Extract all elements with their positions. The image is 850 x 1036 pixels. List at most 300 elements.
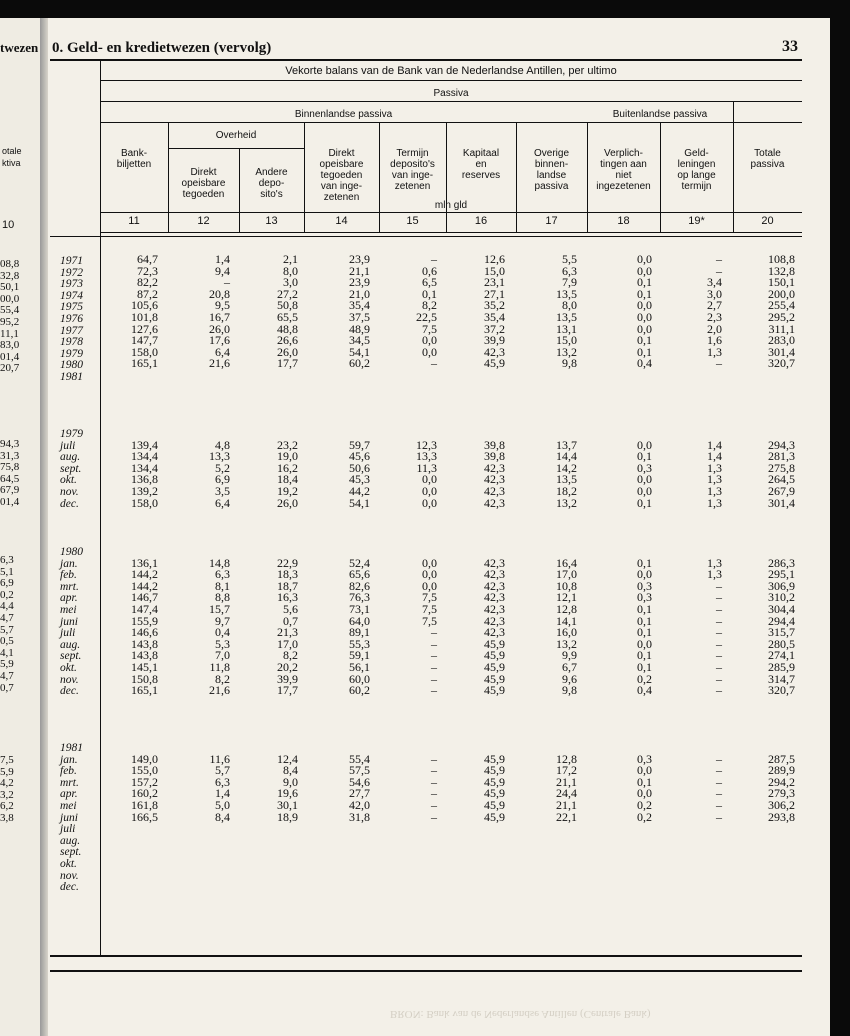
table-cell: 1,4: [707, 449, 722, 464]
column-header-line: binnen-: [534, 159, 569, 170]
table-cell: 1,4: [707, 437, 722, 452]
table-cell: 21,6: [209, 356, 230, 371]
table-cell: 1,3: [707, 460, 722, 475]
table-cell: 57,5: [349, 763, 370, 778]
table-cell: 5,7: [215, 763, 230, 778]
table-cell: 0,1: [637, 660, 652, 674]
left-page-value: 3,8: [0, 812, 14, 824]
table-cell: –: [716, 671, 722, 686]
table-cell: 59,7: [349, 437, 370, 452]
table-cell: 17,7: [277, 683, 298, 698]
table-cell: 0,1: [637, 449, 652, 464]
table-cell: 26,0: [277, 344, 298, 359]
table-cell: 320,7: [768, 683, 795, 698]
table-cell: 22,9: [277, 555, 298, 570]
column-header-line: Verplich-: [604, 148, 643, 159]
column-number: 14: [335, 215, 348, 227]
table-cell: 59,1: [349, 648, 370, 663]
left-page-value: 4,2: [0, 777, 14, 790]
table-cell: 0,3: [637, 578, 652, 593]
table-cell: 5,6: [283, 602, 298, 616]
table-cell: 27,2: [277, 286, 298, 301]
table-cell: –: [431, 809, 437, 824]
block-year: 1979: [60, 428, 83, 440]
table-cell: 0,0: [422, 567, 437, 582]
table-cell: 42,3: [484, 484, 505, 498]
table-cell: 146,7: [131, 590, 158, 605]
table-cell: 42,3: [484, 495, 505, 510]
table-cell: 0,3: [637, 590, 652, 605]
table-cell: 23,9: [349, 275, 370, 290]
column-header-line: reserves: [461, 170, 501, 181]
table-cell: 37,5: [349, 310, 370, 324]
table-cell: 149,0: [131, 751, 158, 766]
table-cell: 0,1: [637, 275, 652, 290]
table-cell: 35,4: [349, 298, 370, 313]
row-label: mei: [60, 800, 77, 812]
table-cell: 14,8: [209, 555, 230, 570]
table-cell: 0,0: [422, 472, 437, 487]
table-cell: 150,8: [131, 671, 158, 686]
table-cell: 0,0: [637, 763, 652, 778]
table-cell: 21,1: [349, 263, 370, 278]
table-cell: 16,2: [277, 460, 298, 475]
table-cell: 165,1: [131, 356, 158, 371]
table-cell: 54,1: [349, 495, 370, 510]
table-cell: 31,8: [349, 809, 370, 824]
table-cell: 18,9: [277, 809, 298, 824]
table-cell: 0,0: [422, 333, 437, 348]
table-cell: 158,0: [131, 344, 158, 359]
table-cell: 1,3: [707, 484, 722, 498]
table-cell: 5,5: [562, 252, 577, 266]
table-cell: 0,0: [637, 252, 652, 266]
table-cell: 0,1: [637, 648, 652, 663]
table-cell: –: [716, 798, 722, 812]
table-cell: 143,8: [131, 648, 158, 663]
table-cell: 37,2: [484, 321, 505, 336]
table-cell: 52,4: [349, 555, 370, 570]
table-cell: 144,2: [131, 578, 158, 593]
left-page-value: 64,5: [0, 472, 20, 485]
table-cell: 285,9: [768, 660, 795, 674]
table-cell: 15,0: [556, 333, 577, 348]
table-cell: 18,3: [277, 567, 298, 582]
left-page-header: twezen: [0, 40, 39, 55]
table-cell: 45,9: [484, 683, 505, 698]
table-cell: 76,3: [349, 590, 370, 605]
table-cell: 6,3: [215, 774, 230, 789]
table-cell: 134,4: [131, 449, 158, 464]
table-cell: 8,4: [215, 809, 230, 824]
table-cell: 0,0: [637, 484, 652, 498]
table-cell: 60,2: [349, 356, 370, 371]
bleed-through-text: BRON: Bank van de Nederlandse Antillen (Centrale Bank): [390, 1008, 651, 1020]
table-cell: 2,7: [707, 298, 722, 313]
table-cell: 6,9: [215, 472, 230, 487]
table-cell: 0,2: [637, 809, 652, 824]
binnenlandse-label: Binnenlandse passiva: [294, 109, 393, 120]
column-header-line: opeisbare: [181, 178, 226, 189]
table-cell: 35,4: [484, 310, 505, 324]
table-cell: 11,6: [209, 751, 230, 766]
table-cell: 12,6: [484, 252, 505, 266]
table-cell: 45,9: [484, 809, 505, 824]
column-header-line: ingezetenen: [596, 181, 651, 192]
left-col-label: ktiva: [2, 158, 21, 168]
left-page-value: 4,1: [0, 646, 14, 659]
table-cell: 295,2: [768, 310, 795, 324]
table-cell: 1,6: [707, 333, 722, 348]
row-label: apr.: [60, 592, 78, 605]
table-cell: 18,7: [277, 578, 298, 593]
table-cell: 39,9: [277, 671, 298, 686]
table-cell: 45,9: [484, 751, 505, 766]
table-cell: 6,7: [562, 660, 577, 674]
column-header-line: van inge-: [391, 170, 434, 181]
row-label: sept.: [60, 462, 82, 475]
table-cell: 0,0: [422, 555, 437, 570]
column-number: 18: [617, 215, 630, 227]
table-cell: 17,0: [556, 567, 577, 582]
table-cell: 200,0: [768, 286, 795, 301]
table-cell: 283,0: [768, 333, 795, 348]
table-cell: 45,9: [484, 636, 505, 651]
table-cell: –: [716, 763, 722, 778]
table-cell: 9,4: [215, 263, 230, 278]
left-page-value: 20,7: [0, 362, 20, 375]
table-cell: –: [431, 751, 437, 766]
table-cell: 21,1: [556, 798, 577, 812]
table-cell: 45,9: [484, 648, 505, 663]
left-page-value: 4,7: [0, 670, 14, 682]
table-cell: 19,2: [277, 484, 298, 498]
table-cell: 136,8: [131, 472, 158, 487]
table-cell: 56,1: [349, 660, 370, 674]
table-cell: 281,3: [768, 449, 795, 464]
table-cell: 8,0: [562, 298, 577, 313]
table-cell: 0,3: [637, 751, 652, 766]
table-cell: –: [431, 671, 437, 686]
table-cell: 13,3: [209, 449, 230, 464]
table-cell: –: [716, 751, 722, 766]
table-cell: 21,6: [209, 683, 230, 698]
table-cell: –: [431, 798, 437, 812]
table-cell: 311,1: [768, 321, 795, 336]
table-cell: 21,0: [349, 286, 370, 301]
table-cell: 42,3: [484, 344, 505, 359]
table-cell: 2,1: [283, 252, 298, 266]
column-header-line: tingen aan: [600, 159, 647, 170]
table-cell: 274,1: [768, 648, 795, 663]
left-page-value: 01,4: [0, 350, 20, 363]
table-cell: 146,6: [131, 625, 158, 640]
table-cell: 60,0: [349, 671, 370, 686]
table-cell: 7,9: [562, 275, 577, 290]
table-cell: 12,8: [556, 602, 577, 616]
table-cell: 39,9: [484, 333, 505, 348]
table-cell: 15,7: [209, 602, 230, 616]
left-col-label: otale: [2, 146, 22, 156]
table-cell: 294,3: [768, 437, 795, 452]
table-cell: –: [716, 660, 722, 674]
left-page-value: 5,9: [0, 658, 14, 671]
table-cell: 9,9: [562, 648, 577, 663]
table-cell: 44,2: [349, 484, 370, 498]
column-header-line: Andere: [255, 167, 288, 178]
table-cell: –: [431, 648, 437, 663]
table-cell: –: [224, 275, 230, 290]
column-header-line: Overige: [533, 148, 569, 159]
book-gutter: [40, 18, 48, 1036]
table-cell: 16,4: [556, 555, 577, 570]
left-page-value: 32,8: [0, 269, 20, 282]
row-label: dec.: [60, 497, 79, 510]
table-cell: 9,6: [562, 671, 577, 686]
column-header-line: Totale: [754, 148, 781, 159]
table-cell: 13,2: [556, 344, 577, 359]
table-cell: 82,2: [137, 275, 158, 290]
row-label: aug.: [60, 451, 81, 464]
left-page-value: 55,4: [0, 304, 20, 317]
column-header-line: Termijn: [396, 148, 429, 159]
table-cell: 155,0: [131, 763, 158, 778]
table-cell: 294,4: [768, 613, 795, 628]
table-cell: 27,1: [484, 286, 505, 301]
table-cell: 8,4: [283, 763, 298, 778]
table-cell: 0,1: [637, 625, 652, 640]
table-cell: 16,3: [277, 590, 298, 605]
table-cell: 22,1: [556, 809, 577, 824]
table-cell: 17,7: [277, 356, 298, 371]
table-cell: –: [431, 636, 437, 651]
table-cell: 0,0: [637, 472, 652, 487]
column-header-line: opeisbare: [319, 159, 364, 170]
column-header-line: biljetten: [116, 159, 152, 170]
table-cell: –: [716, 590, 722, 605]
left-page-value: 5,9: [0, 765, 14, 778]
row-label: nov.: [60, 673, 79, 686]
column-header-line: passiva: [750, 159, 785, 170]
table-cell: 8,0: [283, 263, 298, 278]
table-cell: –: [716, 648, 722, 663]
table-cell: 3,5: [215, 484, 230, 498]
left-page-value: 0,7: [0, 681, 14, 694]
table-cell: 12,4: [277, 751, 298, 766]
table-cell: 50,8: [277, 298, 298, 313]
table-cell: 0,0: [422, 344, 437, 359]
table-cell: 13,5: [556, 472, 577, 487]
table-cell: 155,9: [131, 613, 158, 628]
table-cell: 139,2: [131, 484, 158, 498]
table-cell: 39,8: [484, 437, 505, 452]
table-cell: 0,0: [422, 495, 437, 510]
table-cell: 310,2: [768, 590, 795, 605]
table-cell: 1,4: [215, 786, 230, 801]
table-cell: 1,3: [707, 472, 722, 487]
table-cell: 8,1: [215, 578, 230, 593]
table-cell: 139,4: [131, 437, 158, 452]
table-cell: 301,4: [768, 344, 795, 359]
left-page-value: 95,2: [0, 316, 20, 328]
row-label: dec.: [60, 685, 79, 698]
table-cell: –: [431, 774, 437, 789]
table-cell: 4,8: [215, 437, 230, 452]
left-page-value: 4,7: [0, 612, 14, 624]
table-cell: 42,3: [484, 472, 505, 487]
table-cell: 26,6: [277, 333, 298, 348]
row-label: okt.: [60, 662, 77, 674]
left-page-value: 75,8: [0, 461, 20, 474]
column-number: 12: [197, 215, 210, 227]
table-cell: 48,8: [277, 321, 298, 336]
table-cell: 45,3: [349, 472, 370, 487]
table-cell: 157,2: [131, 774, 158, 789]
column-number: 11: [128, 215, 140, 227]
table-cell: –: [431, 660, 437, 674]
row-label: sept.: [60, 650, 82, 663]
table-cell: 0,0: [637, 786, 652, 801]
table-cell: –: [716, 578, 722, 593]
table-cell: –: [431, 763, 437, 778]
table-cell: 23,2: [277, 437, 298, 452]
row-label: 1974: [60, 289, 83, 302]
table-cell: –: [431, 625, 437, 640]
table-cell: 50,6: [349, 460, 370, 475]
table-cell: 22,5: [416, 310, 437, 324]
column-header-line: Geld-: [684, 148, 709, 159]
table-cell: 0,6: [422, 263, 437, 278]
table-cell: 150,1: [768, 275, 795, 290]
table-cell: 0,1: [422, 286, 437, 301]
row-label: nov.: [60, 869, 79, 882]
table-cell: 160,2: [131, 786, 158, 801]
table-cell: 0,0: [422, 578, 437, 593]
table-cell: 7,0: [215, 648, 230, 663]
table-cell: 11,3: [416, 460, 437, 475]
left-page-value: 7,5: [0, 754, 14, 766]
paper-sheet: [0, 18, 830, 1036]
table-cell: –: [431, 356, 437, 371]
table-cell: 21,1: [556, 774, 577, 789]
table-cell: 42,3: [484, 602, 505, 616]
table-cell: 39,8: [484, 449, 505, 464]
table-cell: 8,2: [215, 671, 230, 686]
row-label: juli: [60, 823, 76, 836]
table-cell: 55,3: [349, 636, 370, 651]
table-cell: 12,1: [556, 590, 577, 605]
column-number: 13: [265, 215, 278, 227]
table-cell: 0,2: [637, 671, 652, 686]
table-cell: 42,3: [484, 578, 505, 593]
table-cell: 45,9: [484, 763, 505, 778]
table-cell: 64,0: [349, 613, 370, 628]
table-cell: 136,1: [131, 555, 158, 570]
table-cell: 14,4: [556, 449, 577, 464]
left-page-value: 5,7: [0, 623, 14, 636]
table-cell: 14,1: [556, 613, 577, 628]
table-cell: 64,7: [137, 252, 158, 266]
table-cell: 23,9: [349, 252, 370, 266]
table-cell: 45,9: [484, 786, 505, 801]
table-caption: Vekorte balans van de Bank van de Nederlandse Antillen, per ultimo: [285, 65, 617, 77]
column-header-line: zetenen: [323, 192, 360, 203]
table-cell: 16,7: [209, 310, 230, 324]
left-page-value: 6,2: [0, 800, 14, 813]
column-header-line: passiva: [534, 181, 569, 192]
table-cell: 8,2: [283, 648, 298, 663]
left-page-value: 6,3: [0, 554, 14, 566]
table-cell: 42,3: [484, 625, 505, 640]
table-cell: 132,8: [768, 263, 795, 278]
buitenlandse-label: Buitenlandse passiva: [612, 109, 708, 120]
row-label: 1980: [60, 359, 83, 372]
table-cell: 21,3: [277, 625, 298, 640]
table-cell: –: [716, 356, 722, 371]
table-cell: 0,1: [637, 333, 652, 348]
row-label: 1972: [60, 266, 83, 279]
table-cell: –: [431, 252, 437, 266]
table-cell: 6,5: [422, 275, 437, 290]
table-cell: 294,2: [768, 774, 795, 789]
table-cell: 34,5: [349, 333, 370, 348]
table-cell: 6,3: [215, 567, 230, 582]
table-cell: 5,0: [215, 798, 230, 812]
table-cell: 0,0: [422, 484, 437, 498]
table-cell: 165,1: [131, 683, 158, 698]
table-cell: 166,5: [131, 809, 158, 824]
column-header-line: op lange: [677, 170, 716, 181]
row-label: juni: [60, 615, 78, 628]
table-cell: 15,0: [484, 263, 505, 278]
table-cell: 0,4: [637, 356, 652, 371]
table-cell: 54,6: [349, 774, 370, 789]
table-cell: 1,3: [707, 567, 722, 582]
table-cell: 18,4: [277, 472, 298, 487]
table-cell: 7,5: [422, 602, 437, 616]
row-label: aug.: [60, 834, 81, 847]
table-cell: 87,2: [137, 286, 158, 301]
table-cell: 295,1: [768, 567, 795, 582]
table-cell: 0,0: [637, 636, 652, 651]
table-cell: 280,5: [768, 636, 795, 651]
row-label: 1981: [60, 371, 83, 383]
table-cell: 45,9: [484, 774, 505, 789]
row-label: okt.: [60, 474, 77, 487]
table-cell: 45,9: [484, 660, 505, 674]
row-label: nov.: [60, 486, 79, 498]
table-cell: 5,3: [215, 636, 230, 651]
table-cell: –: [716, 252, 722, 266]
table-cell: 0,2: [637, 798, 652, 812]
table-cell: 108,8: [768, 252, 795, 266]
column-number: 15: [406, 215, 419, 227]
table-cell: 45,6: [349, 449, 370, 464]
table-cell: 20,8: [209, 286, 230, 301]
column-number: 20: [761, 215, 774, 227]
row-label: jan.: [60, 753, 78, 766]
left-page-value: 6,9: [0, 577, 14, 590]
table-cell: 1,3: [707, 344, 722, 359]
table-cell: 0,4: [215, 625, 230, 640]
table-cell: –: [716, 774, 722, 789]
left-page-value: 4,4: [0, 600, 14, 613]
table-cell: 82,6: [349, 578, 370, 593]
left-page-value: 00,0: [0, 292, 20, 305]
unit-label: mln gld: [434, 200, 468, 211]
table-cell: 1,3: [707, 555, 722, 570]
row-label: mrt.: [60, 580, 79, 593]
